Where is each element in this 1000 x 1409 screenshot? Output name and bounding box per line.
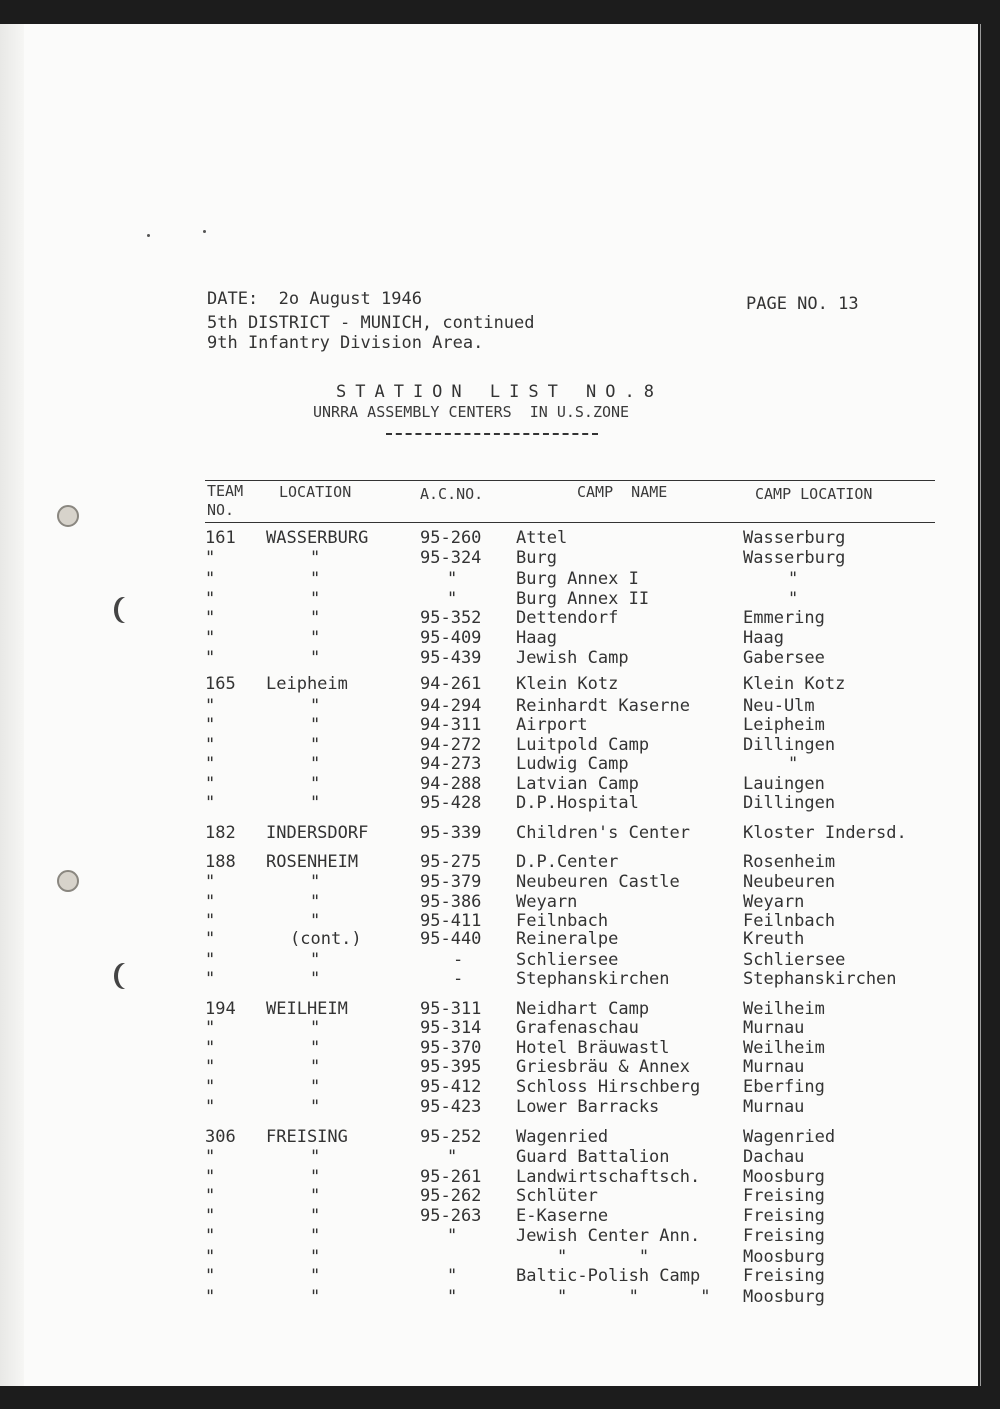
cell-camp-location: Klein Kotz bbox=[743, 674, 846, 694]
cell-ac-no: - bbox=[453, 950, 464, 970]
cell-camp-location: Murnau bbox=[743, 1097, 805, 1117]
cell-camp-name: Griesbräu & Annex bbox=[516, 1057, 690, 1077]
cell-camp-name: " " " bbox=[557, 1287, 711, 1307]
cell-ac-no: - bbox=[453, 969, 464, 989]
cell-team-no: 161 bbox=[205, 528, 236, 548]
cell-ac-no: 95-324 bbox=[420, 548, 482, 568]
cell-ac-no: 94-272 bbox=[420, 735, 482, 755]
cell-ac-no: 94-261 bbox=[420, 674, 482, 694]
cell-camp-name: Neubeuren Castle bbox=[516, 872, 680, 892]
cell-camp-location: Wasserburg bbox=[743, 548, 846, 568]
cell-camp-name: Jewish Camp bbox=[516, 648, 629, 668]
ink-speck bbox=[203, 230, 206, 233]
cell-team-no: " bbox=[205, 1226, 216, 1246]
cell-ac-no: 95-262 bbox=[420, 1186, 482, 1206]
cell-ac-no: " bbox=[447, 569, 458, 589]
document-page bbox=[24, 24, 978, 1386]
cell-location: " bbox=[310, 1226, 321, 1246]
cell-camp-location: Lauingen bbox=[743, 774, 825, 794]
cell-camp-name: Latvian Camp bbox=[516, 774, 639, 794]
cell-location: ROSENHEIM bbox=[266, 852, 359, 872]
cell-location: " bbox=[310, 911, 321, 931]
cell-camp-location: Schliersee bbox=[743, 950, 846, 970]
cell-team-no: " bbox=[205, 1057, 216, 1077]
cell-ac-no: 94-273 bbox=[420, 754, 482, 774]
cell-ac-no: 95-411 bbox=[420, 911, 482, 931]
cell-location: " bbox=[310, 793, 321, 813]
cell-team-no: " bbox=[205, 569, 216, 589]
cell-ac-no: " bbox=[447, 1287, 458, 1307]
cell-location: INDERSDORF bbox=[266, 823, 369, 843]
cell-ac-no: 95-409 bbox=[420, 628, 482, 648]
cell-team-no: 182 bbox=[205, 823, 236, 843]
cell-camp-name: Luitpold Camp bbox=[516, 735, 650, 755]
cell-location: " bbox=[310, 892, 321, 912]
cell-camp-location: " bbox=[788, 589, 799, 609]
cell-ac-no: 95-439 bbox=[420, 648, 482, 668]
cell-camp-name: Jewish Center Ann. bbox=[516, 1226, 701, 1246]
cell-camp-location: Weilheim bbox=[743, 1038, 825, 1058]
cell-camp-name: Dettendorf bbox=[516, 608, 619, 628]
cell-ac-no: 95-275 bbox=[420, 852, 482, 872]
cell-ac-no: " bbox=[447, 1147, 458, 1167]
cell-camp-location: " bbox=[788, 569, 799, 589]
header-area: 9th Infantry Division Area. bbox=[207, 333, 484, 353]
cell-team-no: " bbox=[205, 1206, 216, 1226]
cell-location: " bbox=[310, 1147, 321, 1167]
punch-hole bbox=[57, 505, 79, 527]
cell-camp-name: Klein Kotz bbox=[516, 674, 619, 694]
cell-camp-name: Weyarn bbox=[516, 892, 578, 912]
cell-ac-no: " bbox=[447, 1226, 458, 1246]
cell-team-no: " bbox=[205, 648, 216, 668]
cell-camp-location: Murnau bbox=[743, 1018, 805, 1038]
document-subtitle: UNRRA ASSEMBLY CENTERS IN U.S.ZONE bbox=[313, 403, 630, 421]
cell-camp-location: Neubeuren bbox=[743, 872, 836, 892]
cell-team-no: " bbox=[205, 892, 216, 912]
cell-ac-no: 95-339 bbox=[420, 823, 482, 843]
cell-camp-location: Freising bbox=[743, 1206, 825, 1226]
cell-camp-name: Schlüter bbox=[516, 1186, 598, 1206]
cell-ac-no: 95-352 bbox=[420, 608, 482, 628]
cell-camp-location: Weilheim bbox=[743, 999, 825, 1019]
cell-ac-no: 95-311 bbox=[420, 999, 482, 1019]
cell-location: Leipheim bbox=[266, 674, 348, 694]
cell-location: " bbox=[310, 648, 321, 668]
cell-camp-location: " bbox=[788, 754, 799, 774]
cell-camp-name: Reinhardt Kaserne bbox=[516, 696, 690, 716]
cell-camp-location: Feilnbach bbox=[743, 911, 836, 931]
cell-team-no: 188 bbox=[205, 852, 236, 872]
page-edge bbox=[0, 24, 24, 1386]
cell-camp-name: Baltic-Polish Camp bbox=[516, 1266, 701, 1286]
cell-camp-name: Burg bbox=[516, 548, 557, 568]
cell-location: " bbox=[310, 715, 321, 735]
cell-team-no: " bbox=[205, 608, 216, 628]
binder-ring-mark bbox=[118, 597, 136, 623]
cell-team-no: " bbox=[205, 950, 216, 970]
cell-team-no: " bbox=[205, 1097, 216, 1117]
cell-ac-no: 95-379 bbox=[420, 872, 482, 892]
cell-location: " bbox=[310, 1077, 321, 1097]
cell-ac-no: 95-395 bbox=[420, 1057, 482, 1077]
cell-camp-name: D.P.Center bbox=[516, 852, 619, 872]
cell-team-no: " bbox=[205, 793, 216, 813]
col-header-team: TEAM NO. bbox=[207, 482, 244, 519]
cell-location: " bbox=[310, 1287, 321, 1307]
cell-ac-no: " bbox=[447, 589, 458, 609]
cell-camp-name: Haag bbox=[516, 628, 557, 648]
cell-camp-location: Rosenheim bbox=[743, 852, 836, 872]
cell-camp-name: Reineralpe bbox=[516, 929, 619, 949]
cell-ac-no: 95-260 bbox=[420, 528, 482, 548]
cell-team-no: " bbox=[205, 1018, 216, 1038]
cell-camp-location: Freising bbox=[743, 1226, 825, 1246]
cell-location: " bbox=[310, 950, 321, 970]
cell-camp-location: Neu-Ulm bbox=[743, 696, 815, 716]
cell-location: " bbox=[310, 1206, 321, 1226]
cell-camp-location: Moosburg bbox=[743, 1287, 825, 1307]
cell-ac-no: 95-263 bbox=[420, 1206, 482, 1226]
cell-camp-name: Burg Annex I bbox=[516, 569, 639, 589]
cell-team-no: " bbox=[205, 969, 216, 989]
cell-location: " bbox=[310, 1057, 321, 1077]
cell-camp-location: Leipheim bbox=[743, 715, 825, 735]
cell-camp-name: Landwirtschaftsch. bbox=[516, 1167, 701, 1187]
cell-camp-name: Ludwig Camp bbox=[516, 754, 629, 774]
table-top-rule bbox=[205, 480, 935, 481]
cell-camp-name: Grafenaschau bbox=[516, 1018, 639, 1038]
cell-team-no: " bbox=[205, 1186, 216, 1206]
cell-camp-location: Stephanskirchen bbox=[743, 969, 897, 989]
cell-team-no: " bbox=[205, 589, 216, 609]
cell-camp-location: Kloster Indersd. bbox=[743, 823, 907, 843]
ink-speck bbox=[147, 234, 150, 237]
cell-camp-name: Neidhart Camp bbox=[516, 999, 650, 1019]
cell-location: " bbox=[310, 1018, 321, 1038]
cell-camp-location: Eberfing bbox=[743, 1077, 825, 1097]
cell-ac-no: 95-252 bbox=[420, 1127, 482, 1147]
cell-ac-no: 95-386 bbox=[420, 892, 482, 912]
cell-location: " bbox=[310, 569, 321, 589]
cell-location: " bbox=[310, 774, 321, 794]
cell-camp-location: Wasserburg bbox=[743, 528, 846, 548]
cell-camp-name: Wagenried bbox=[516, 1127, 609, 1147]
cell-camp-name: Schliersee bbox=[516, 950, 619, 970]
cell-location: " bbox=[310, 754, 321, 774]
cell-camp-location: Dachau bbox=[743, 1147, 805, 1167]
cell-team-no: " bbox=[205, 754, 216, 774]
cell-camp-location: Moosburg bbox=[743, 1167, 825, 1187]
cell-team-no: " bbox=[205, 1247, 216, 1267]
cell-team-no: " bbox=[205, 1077, 216, 1097]
cell-location: (cont.) bbox=[290, 929, 362, 949]
cell-team-no: " bbox=[205, 872, 216, 892]
cell-ac-no: 95-412 bbox=[420, 1077, 482, 1097]
cell-camp-name: Burg Annex II bbox=[516, 589, 650, 609]
col-header-camp-name: CAMP NAME bbox=[577, 483, 668, 501]
document-title: STATION LIST NO.8 bbox=[336, 382, 663, 402]
cell-location: FREISING bbox=[266, 1127, 348, 1147]
cell-camp-name: Children's Center bbox=[516, 823, 690, 843]
cell-camp-name: Airport bbox=[516, 715, 588, 735]
punch-hole bbox=[57, 870, 79, 892]
cell-camp-name: Attel bbox=[516, 528, 568, 548]
cell-location: " bbox=[310, 735, 321, 755]
cell-camp-location: Weyarn bbox=[743, 892, 805, 912]
cell-team-no: " bbox=[205, 548, 216, 568]
cell-camp-name: D.P.Hospital bbox=[516, 793, 639, 813]
cell-team-no: " bbox=[205, 1038, 216, 1058]
cell-camp-name: Hotel Bräuwastl bbox=[516, 1038, 670, 1058]
cell-location: " bbox=[310, 696, 321, 716]
cell-camp-location: Haag bbox=[743, 628, 784, 648]
cell-location: " bbox=[310, 548, 321, 568]
cell-ac-no: 95-423 bbox=[420, 1097, 482, 1117]
cell-location: " bbox=[310, 1167, 321, 1187]
cell-ac-no: 95-440 bbox=[420, 929, 482, 949]
cell-location: " bbox=[310, 1266, 321, 1286]
cell-location: " bbox=[310, 608, 321, 628]
cell-team-no: " bbox=[205, 911, 216, 931]
binder-ring-mark bbox=[118, 963, 136, 989]
col-header-ac-no: A.C.NO. bbox=[420, 485, 484, 503]
cell-camp-location: Emmering bbox=[743, 608, 825, 628]
cell-location: " bbox=[310, 1186, 321, 1206]
cell-ac-no: 94-294 bbox=[420, 696, 482, 716]
cell-team-no: 306 bbox=[205, 1127, 236, 1147]
cell-team-no: " bbox=[205, 715, 216, 735]
cell-camp-location: Wagenried bbox=[743, 1127, 836, 1147]
title-underline bbox=[386, 433, 598, 435]
cell-camp-location: Freising bbox=[743, 1266, 825, 1286]
cell-team-no: " bbox=[205, 774, 216, 794]
cell-ac-no: 94-311 bbox=[420, 715, 482, 735]
cell-camp-name: Guard Battalion bbox=[516, 1147, 670, 1167]
cell-location: " bbox=[310, 1247, 321, 1267]
table-header-rule bbox=[205, 522, 935, 523]
cell-team-no: " bbox=[205, 696, 216, 716]
cell-ac-no: 95-261 bbox=[420, 1167, 482, 1187]
cell-location: " bbox=[310, 1038, 321, 1058]
cell-location: WASSERBURG bbox=[266, 528, 369, 548]
cell-location: " bbox=[310, 1097, 321, 1117]
cell-location: " bbox=[310, 872, 321, 892]
header-date: DATE: 2o August 1946 bbox=[207, 289, 422, 309]
cell-team-no: " bbox=[205, 1167, 216, 1187]
cell-location: " bbox=[310, 589, 321, 609]
col-header-camp-location: CAMP LOCATION bbox=[755, 485, 873, 503]
cell-team-no: " bbox=[205, 1147, 216, 1167]
cell-ac-no: 95-370 bbox=[420, 1038, 482, 1058]
cell-camp-name: " " bbox=[557, 1247, 650, 1267]
cell-ac-no: 95-428 bbox=[420, 793, 482, 813]
header-page-number: PAGE NO. 13 bbox=[746, 294, 859, 314]
cell-team-no: 165 bbox=[205, 674, 236, 694]
cell-team-no: 194 bbox=[205, 999, 236, 1019]
cell-camp-location: Kreuth bbox=[743, 929, 805, 949]
header-district: 5th DISTRICT - MUNICH, continued bbox=[207, 313, 535, 333]
cell-team-no: " bbox=[205, 1266, 216, 1286]
cell-camp-location: Moosburg bbox=[743, 1247, 825, 1267]
cell-camp-name: Lower Barracks bbox=[516, 1097, 660, 1117]
cell-team-no: " bbox=[205, 628, 216, 648]
cell-ac-no: 95-314 bbox=[420, 1018, 482, 1038]
cell-ac-no: " bbox=[447, 1266, 458, 1286]
cell-camp-name: E-Kaserne bbox=[516, 1206, 609, 1226]
cell-ac-no: 94-288 bbox=[420, 774, 482, 794]
cell-camp-location: Dillingen bbox=[743, 735, 836, 755]
cell-location: " bbox=[310, 628, 321, 648]
cell-camp-name: Stephanskirchen bbox=[516, 969, 670, 989]
cell-camp-location: Murnau bbox=[743, 1057, 805, 1077]
cell-team-no: " bbox=[205, 1287, 216, 1307]
cell-camp-location: Dillingen bbox=[743, 793, 836, 813]
cell-location: " bbox=[310, 969, 321, 989]
cell-camp-name: Schloss Hirschberg bbox=[516, 1077, 701, 1097]
cell-camp-location: Freising bbox=[743, 1186, 825, 1206]
col-header-location: LOCATION bbox=[279, 483, 352, 501]
cell-location: WEILHEIM bbox=[266, 999, 348, 1019]
cell-camp-location: Gabersee bbox=[743, 648, 825, 668]
cell-team-no: " bbox=[205, 735, 216, 755]
cell-camp-name: Feilnbach bbox=[516, 911, 609, 931]
cell-team-no: " bbox=[205, 929, 216, 949]
